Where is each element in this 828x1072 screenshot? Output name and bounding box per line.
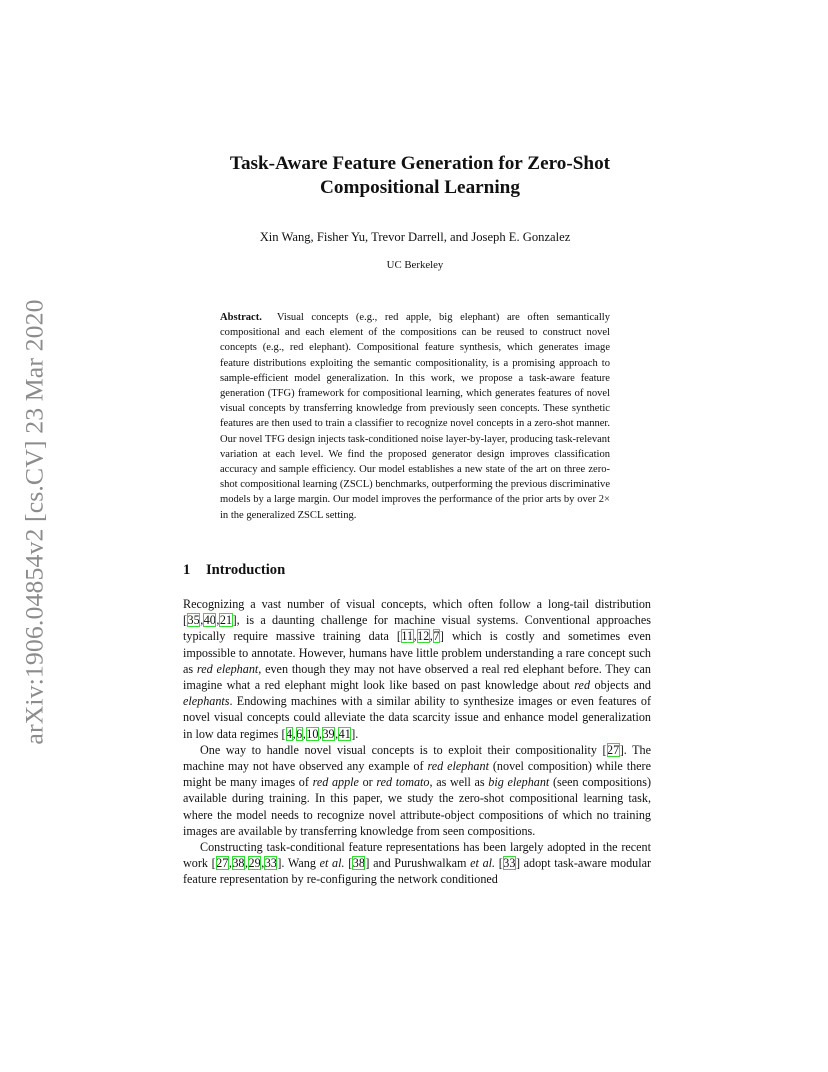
paragraph-text: ]. Wang [277, 856, 320, 871]
paragraph-text: ] which is costly and sometimes even impossible to annotate. However, humans have little problem understanding a rare concept such as [183, 629, 651, 676]
paragraph-text: ]. [351, 726, 359, 741]
paragraph-text: (novel composition) while there might be many images of [183, 759, 651, 790]
paragraph-text: One way to handle novel visual concepts is to exploit their compositionality [ [200, 742, 607, 757]
intro-paragraph-1 [183, 596, 651, 742]
citation-link[interactable]: 27 [216, 856, 229, 871]
paragraph-text: Constructing task-conditional feature representations has been largely adopted in the recent work [ [183, 840, 651, 871]
introduction-body [183, 596, 651, 888]
citation-link[interactable]: 6 [296, 726, 303, 741]
citation-group [352, 856, 365, 870]
emphasis-text: et al. [319, 856, 345, 871]
citation-link[interactable]: 38 [232, 856, 245, 871]
citation-link[interactable]: 33 [503, 856, 516, 871]
intro-paragraph-2 [183, 742, 651, 839]
paragraph-text: [ [495, 856, 503, 871]
author-list: Xin Wang, Fisher Yu, Trevor Darrell, and Joseph E. Gonzalez [259, 230, 571, 244]
paragraph-text: [ [344, 856, 353, 871]
emphasis-text: big elephant [488, 775, 550, 790]
arxiv-identifier-stamp [17, 284, 53, 760]
citation-group [503, 856, 516, 870]
paragraph-text: (seen compositions) available during training. In this paper, we study the zero-shot compositional learning task, where the model needs to recognize novel attribute-object compositions of which no training images are available by transferring knowledge from seen compositions. [183, 775, 652, 838]
paper-title [150, 152, 690, 200]
citation-link[interactable]: 29 [248, 856, 261, 871]
paragraph-text: ] adopt task-aware modular feature representation by re-configuring the network conditioned [183, 856, 652, 887]
paragraph-text: ], is a daunting challenge for machine visual systems. Conventional approaches typically require massive training data [ [183, 613, 651, 644]
paragraph-text: . Endowing machines with a similar ability to synthesize images or even features of novel visual concepts could alleviate the data scarcity issue and enhance model generalization in low data regimes [ [183, 694, 651, 741]
citation-group: 27,38,29,33 [216, 856, 277, 871]
section-title: Introduction [206, 562, 286, 578]
emphasis-text: elephants [183, 694, 230, 709]
citation-group: 11,12,7 [401, 629, 440, 644]
citation-group: 35,40,21 [187, 613, 233, 628]
citation-link[interactable]: 41 [338, 726, 351, 741]
abstract [220, 310, 610, 523]
paper-title-line-1: Task-Aware Feature Generation for Zero-Shot [229, 153, 611, 174]
section-heading-introduction [183, 561, 285, 579]
citation-link[interactable]: 7 [433, 629, 440, 644]
citation-link[interactable]: 12 [417, 629, 430, 644]
citation-link[interactable]: 39 [322, 726, 335, 741]
paragraph-text: ] and Purushwalkam [365, 856, 471, 871]
abstract-label: Abstract. [220, 312, 262, 323]
citation-link[interactable]: 40 [203, 613, 216, 628]
emphasis-text: red [574, 678, 591, 693]
citation-link[interactable]: 10 [306, 726, 319, 741]
paragraph-text: , as well as [429, 775, 489, 790]
paragraph-text: Recognizing a vast number of visual concepts, which often follow a long-tail distribution [ [183, 597, 651, 628]
citation-link[interactable]: 38 [352, 856, 365, 871]
abstract-text: Visual concepts (e.g., red apple, big elephant) are often semantically compositional and each element of the compositions can be reused to construct novel concepts (e.g., red elephant). Compositional feature synthesis, which generates image feature distributions exploiting the semantic compositionality, is a promising approach to sample-efficient model generalization. In this work, we propose a task-aware feature generation (TFG) framework for compositional learning, which generates features of novel visual concepts by transferring knowledge from previously seen concepts. These synthetic features are then used to train a classifier to recognize novel concepts in a zero-shot manner. Our novel TFG design injects task-conditioned noise layer-by-layer, producing task-relevant variation at each level. We find the proposed generator design improves classification accuracy and sample efficiency. Our model establishes a new state of the art on three zero-shot compositional learning (ZSCL) benchmarks, outperforming the previous discriminative models by a large margin. Our model improves the performance of the prior arts by over 2× in the generalized ZSCL setting. [220, 312, 610, 521]
paragraph-text: objects and [590, 678, 651, 693]
citation-link[interactable]: 4 [286, 726, 293, 741]
emphasis-text: et al. [470, 856, 496, 871]
emphasis-text: red apple [312, 775, 359, 790]
emphasis-text: red tomato [376, 775, 430, 790]
paragraph-text: or [358, 775, 377, 790]
arxiv-identifier-text: arXiv:1906.04854v2 [cs.CV] 23 Mar 2020 [20, 299, 49, 745]
citation-group: 4,6,10,39,41 [286, 726, 351, 741]
emphasis-text: red elephant [196, 661, 259, 676]
citation-link[interactable]: 35 [187, 613, 200, 628]
citation-group [607, 743, 620, 757]
affiliation: UC Berkeley [386, 259, 444, 271]
paragraph-text: , even though they may not have observed a real red elephant before. They can imagine what a red elephant might look like based on past knowledge about [183, 661, 651, 693]
paper-title-line-2: Compositional Learning [320, 177, 520, 198]
intro-paragraph-3 [183, 839, 651, 888]
emphasis-text: red elephant [427, 759, 489, 774]
section-number: 1 [183, 562, 191, 578]
citation-link[interactable]: 11 [401, 629, 414, 644]
citation-link[interactable]: 27 [607, 742, 620, 757]
citation-link[interactable]: 21 [219, 613, 233, 628]
citation-link[interactable]: 33 [264, 856, 277, 871]
paragraph-text: ]. The machine may not have observed any example of [183, 742, 651, 774]
